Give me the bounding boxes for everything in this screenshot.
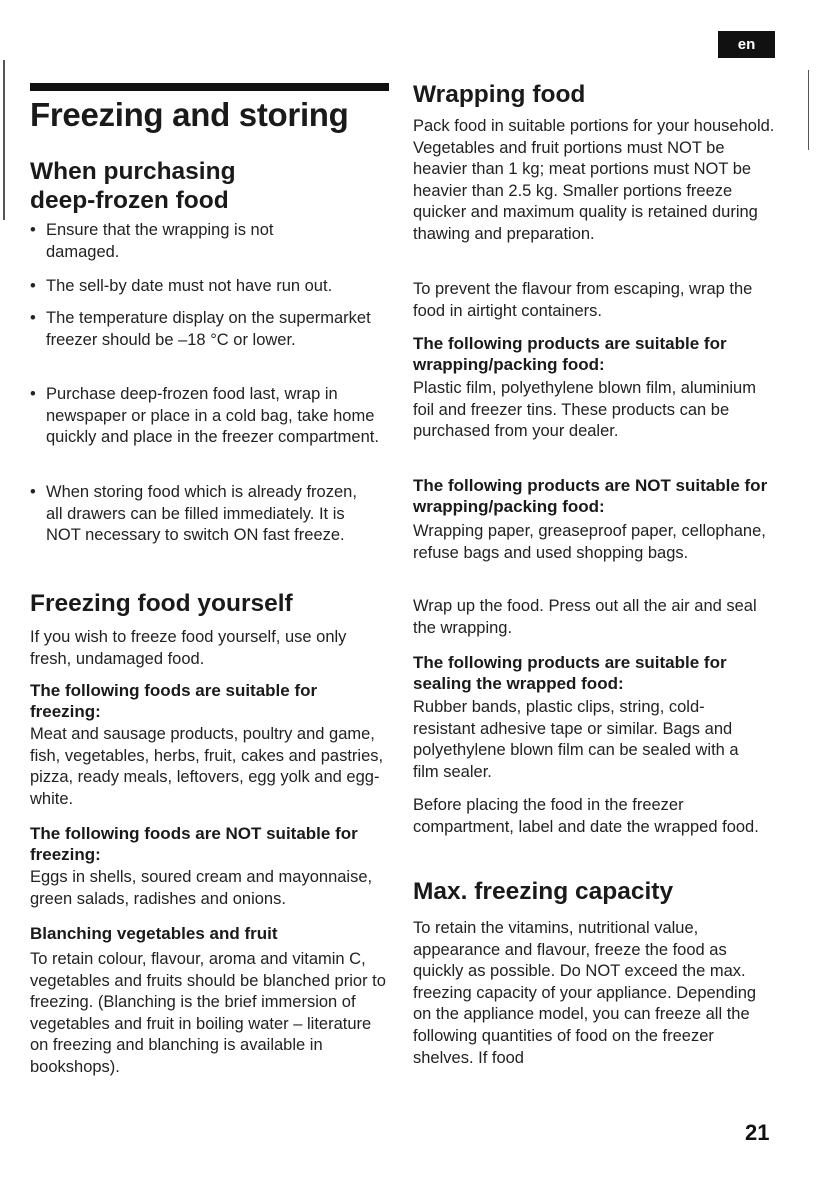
blanching-text: To retain colour, flavour, aroma and vitamin C, vegetables and fruits should be blanched prior to freezing. (Blanching is the brief immersion of vegetables and fruit in boiling water – literature on freezing and blanching is available in bookshops). xyxy=(30,950,386,1076)
bullet-storing: • When storing food which is already frozen, all drawers can be filled immediately. It is NOT necessary to switch ON fast freeze. xyxy=(30,482,366,547)
max-freezing-capacity-text: To retain the vitamins, nutritional value, appearance and flavour, freeze the food as quickly as possible. Do NOT exceed the max. freezing capacity of your appliance. Depending on the appliance model, you can freeze all the following quantities of food on the freezer shelves. If food xyxy=(413,919,757,1067)
suitable-foods-heading: The following foods are suitable for freezing: xyxy=(30,681,318,721)
page-number: 21 xyxy=(745,1120,770,1145)
purchasing-heading-line2: deep-frozen food xyxy=(30,187,229,214)
bullet-sell-by: • The sell-by date must not have run out. xyxy=(30,276,406,298)
sealing-heading: The following products are suitable for sealing the wrapped food: xyxy=(413,653,727,693)
suitable-wrapping-text: Plastic film, polyethylene blown film, aluminium foil and freezer tins. These products can be purchased from your dealer. xyxy=(413,379,756,441)
freezing-yourself-heading: Freezing food yourself xyxy=(30,590,293,617)
language-badge: en xyxy=(718,31,775,58)
not-suitable-wrapping-text: Wrapping paper, greaseproof paper, cellophane, refuse bags and used shopping bags. xyxy=(413,522,766,562)
blanching-heading: Blanching vegetables and fruit xyxy=(30,924,278,943)
wrapping-text-2: To prevent the flavour from escaping, wrap the food in airtight containers. xyxy=(413,280,753,320)
freezing-yourself-intro: If you wish to freeze food yourself, use only fresh, undamaged food. xyxy=(30,628,347,668)
wrapping-food-heading: Wrapping food xyxy=(413,81,586,108)
sealing-text: Rubber bands, plastic clips, string, cold-resistant adhesive tape or similar. Bags and polyethylene blown film can be sealed with a film sealer. xyxy=(413,698,739,781)
suitable-wrapping-heading: The following products are suitable for wrapping/packing food: xyxy=(413,334,727,374)
wrapping-text-1: Pack food in suitable portions for your household. Vegetables and fruit portions must NOT be heavier than 1 kg; meat portions must NOT be heavier than 2.5 kg. Smaller portions freeze quicker and maximum quality is retained during thawing and preparation. xyxy=(413,117,775,243)
left-edge-line xyxy=(3,60,5,220)
wrapping-text-4: Before placing the food in the freezer compartment, label and date the wrapped food. xyxy=(413,796,759,836)
right-edge-line xyxy=(808,70,809,150)
purchasing-heading-line1: When purchasing xyxy=(30,158,236,185)
bullet-purchase-last: • Purchase deep-frozen food last, wrap in newspaper or place in a cold bag, take home quickly and place in the freezer compartment. xyxy=(30,384,406,449)
purchasing-heading xyxy=(30,157,390,215)
wrapping-text-3: Wrap up the food. Press out all the air and seal the wrapping. xyxy=(413,597,757,637)
title-rule xyxy=(30,83,389,91)
max-freezing-capacity-heading: Max. freezing capacity xyxy=(413,878,674,905)
bullet-wrapping: • Ensure that the wrapping is not damaged. xyxy=(30,220,336,263)
suitable-foods-text: Meat and sausage products, poultry and game, fish, vegetables, herbs, fruit, cakes and pastries, pizza, ready meals, leftovers, egg yolk and egg-white. xyxy=(30,725,384,808)
not-suitable-wrapping-heading: The following products are NOT suitable for wrapping/packing food: xyxy=(413,476,768,516)
not-suitable-foods-text: Eggs in shells, soured cream and mayonnaise, green salads, radishes and onions. xyxy=(30,868,373,908)
page-title: Freezing and storing xyxy=(30,96,349,133)
bullet-temperature: • The temperature display on the supermarket freezer should be –18 °C or lower. xyxy=(30,308,401,351)
not-suitable-foods-heading: The following foods are NOT suitable for freezing: xyxy=(30,824,358,864)
